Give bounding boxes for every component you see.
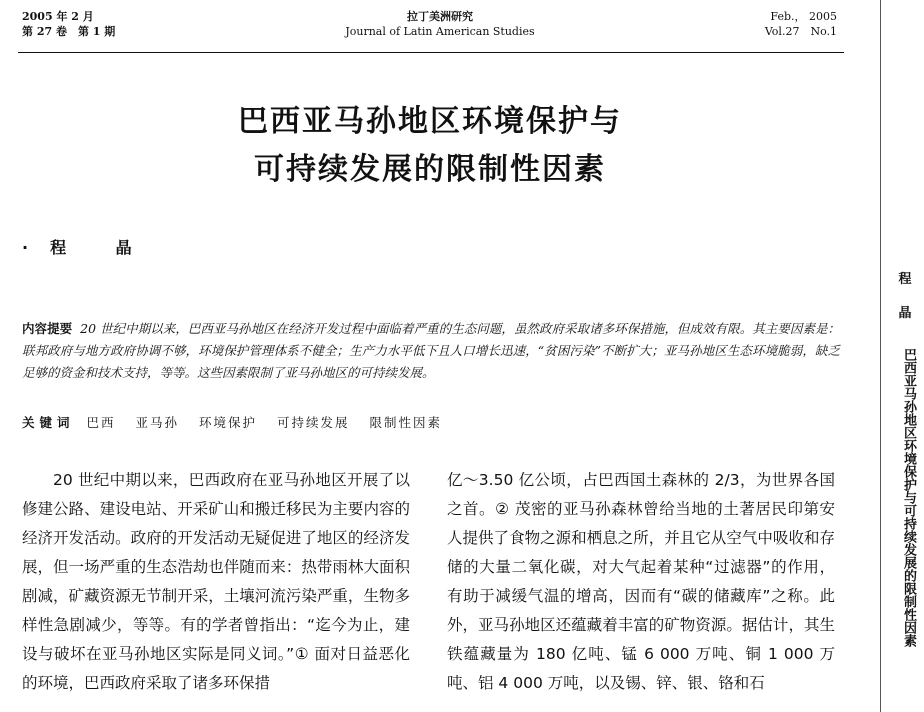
header-issue-date xyxy=(22,9,115,39)
abstract-label: 内容提要 xyxy=(22,321,73,336)
header-issue-en xyxy=(700,9,837,39)
side-running-title: 巴西亚马孙地区环境保护与可持续发展的限制性因素 xyxy=(901,348,916,647)
body-right-column: 亿～3.50 亿公顷，占巴西国土森林的 2/3，为世界各国之首。② 茂密的亚马孙森林曾给当地的土著居民印第安人提供了食物之源和栖息之所，并且它从空气中吸收和存储的大量二氧化碳，对大气起着某种“过滤器”的作用，有助于减缓气温的增高，因而有“碳的储藏库”之称。此外，亚马孙地区还蕴藏着丰富的矿物资源。据估计，其生铁蕴藏量为 180 亿吨、锰 6 000 万吨、铜 1 000 万吨、铝 4 000 万吨，以及锡、锌、银、铬和石 xyxy=(447,471,835,692)
body-left-column: 20 世纪中期以来，巴西政府在亚马孙地区开展了以修建公路、建设电站、开采矿山和搬迁移民为主要内容的经济开发活动。政府的开发活动无疑促进了地区的经济发展，但一场严重的生态浩劫也伴随而来：热带雨林大面积剧减，矿藏资源无节制开采，土壤河流污染严重，生物多样性急剧减少，等等。有的学者曾指出：“迄今为止，建设与破坏在亚马孙地区实际是同义词。”① 面对日益恶化的环境，巴西政府采取了诸多环保措 xyxy=(22,471,410,692)
header-rule xyxy=(18,52,844,53)
keywords-label: 关键词 xyxy=(22,415,75,430)
keywords xyxy=(22,413,458,431)
journal-name-en: Journal of Latin American Studies xyxy=(345,25,535,38)
journal-header xyxy=(270,9,610,39)
keyword: 亚马孙 xyxy=(135,415,180,430)
side-author-char-1: 程 xyxy=(898,272,912,287)
title-line-1: 巴西亚马孙地区环境保护与 xyxy=(238,104,622,139)
volume-issue-en: Vol.27 No.1 xyxy=(764,25,837,38)
keyword: 可持续发展 xyxy=(277,415,350,430)
journal-name-cn: 拉丁美洲研究 xyxy=(407,10,473,23)
keyword: 环境保护 xyxy=(199,415,258,430)
issue-date: 2005 年 2 月 xyxy=(22,10,94,23)
abstract xyxy=(22,318,840,384)
issue-date-en: Feb.， 2005 xyxy=(770,10,837,23)
keyword: 巴西 xyxy=(86,415,116,430)
keyword: 限制性因素 xyxy=(369,415,443,430)
abstract-text: 20 世纪中期以来，巴西亚马孙地区在经济开发过程中面临着严重的生态问题，虽然政府采取诸多环保措施，但成效有限。其主要因素是：联邦政府与地方政府协调不够，环境保护管理体系不健全；生产力水平低下且人口增长迅速，“贫困污染”不断扩大；亚马孙地区生态环境脆弱，缺乏足够的资金和技术支持，等等。这些因素限制了亚马孙地区的可持续发展。 xyxy=(22,321,840,380)
title-line-2: 可持续发展的限制性因素 xyxy=(254,152,606,187)
volume-issue: 第 27 卷 第 1 期 xyxy=(22,25,116,38)
margin-divider xyxy=(880,0,881,712)
author-name: ·程 晶 xyxy=(22,238,154,257)
side-author-char-2: 晶 xyxy=(898,306,912,321)
article-title xyxy=(120,98,740,194)
